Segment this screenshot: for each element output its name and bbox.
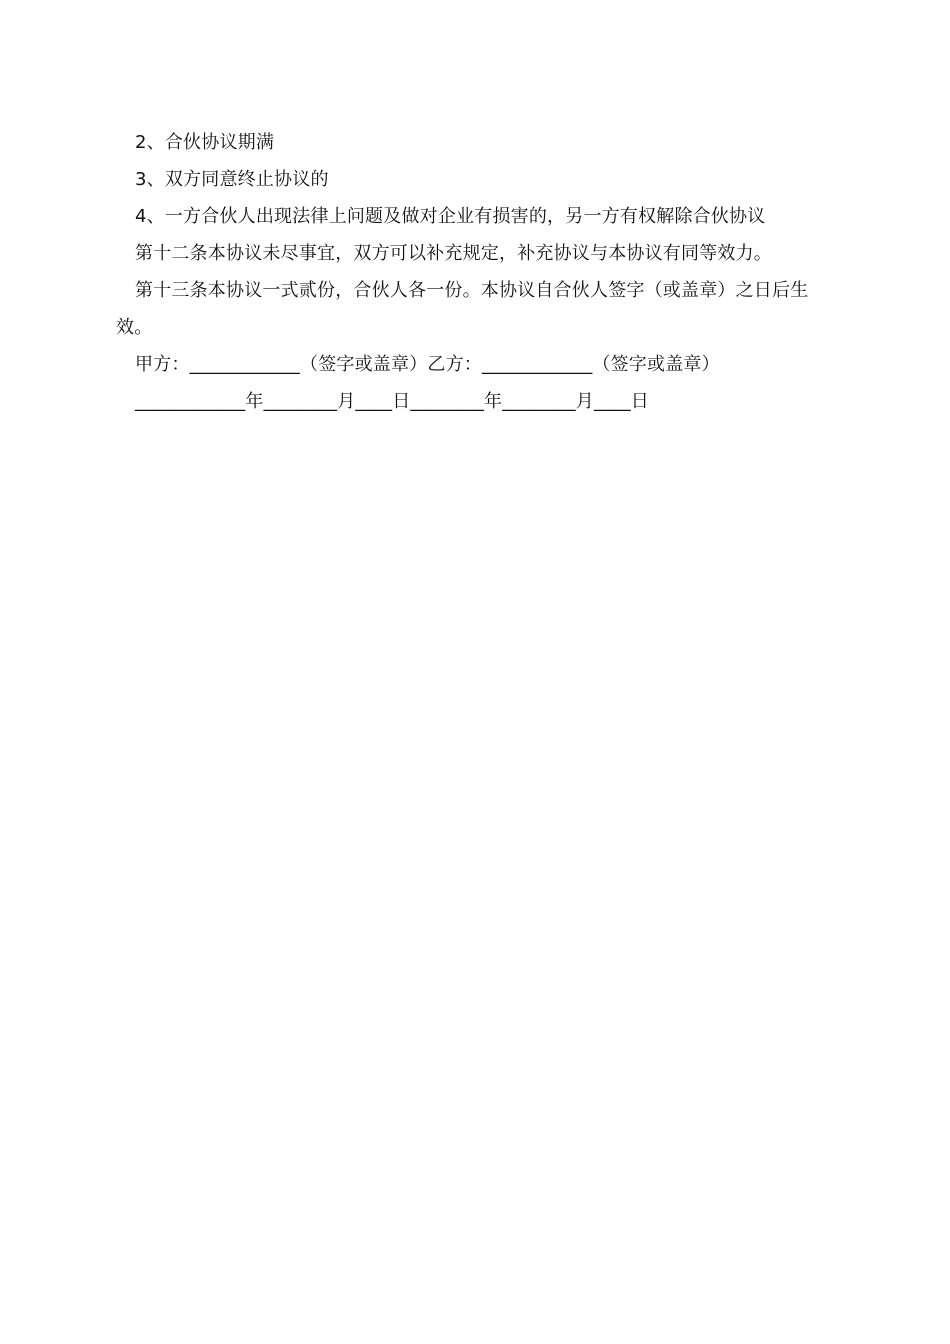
date-line: ____________年________月____日________年________月____日 [135,391,649,412]
document-body [116,124,836,420]
termination-item-4: 4、一方合伙人出现法律上问题及做对企业有损害的，另一方有权解除合伙协议 [135,206,766,227]
termination-item-2: 2、合伙协议期满 [135,132,275,153]
signature-line: 甲方：____________（签字或盖章）乙方：____________（签字或盖章） [135,354,720,375]
article-13-line-1: 第十三条本协议一式贰份，合伙人各一份。本协议自合伙人签字（或盖章）之日后生 [135,280,809,301]
article-13-line-2: 效。 [116,317,153,338]
termination-item-3: 3、双方同意终止协议的 [135,169,329,190]
article-12: 第十二条本协议未尽事宜，双方可以补充规定，补充协议与本协议有同等效力。 [135,243,772,264]
